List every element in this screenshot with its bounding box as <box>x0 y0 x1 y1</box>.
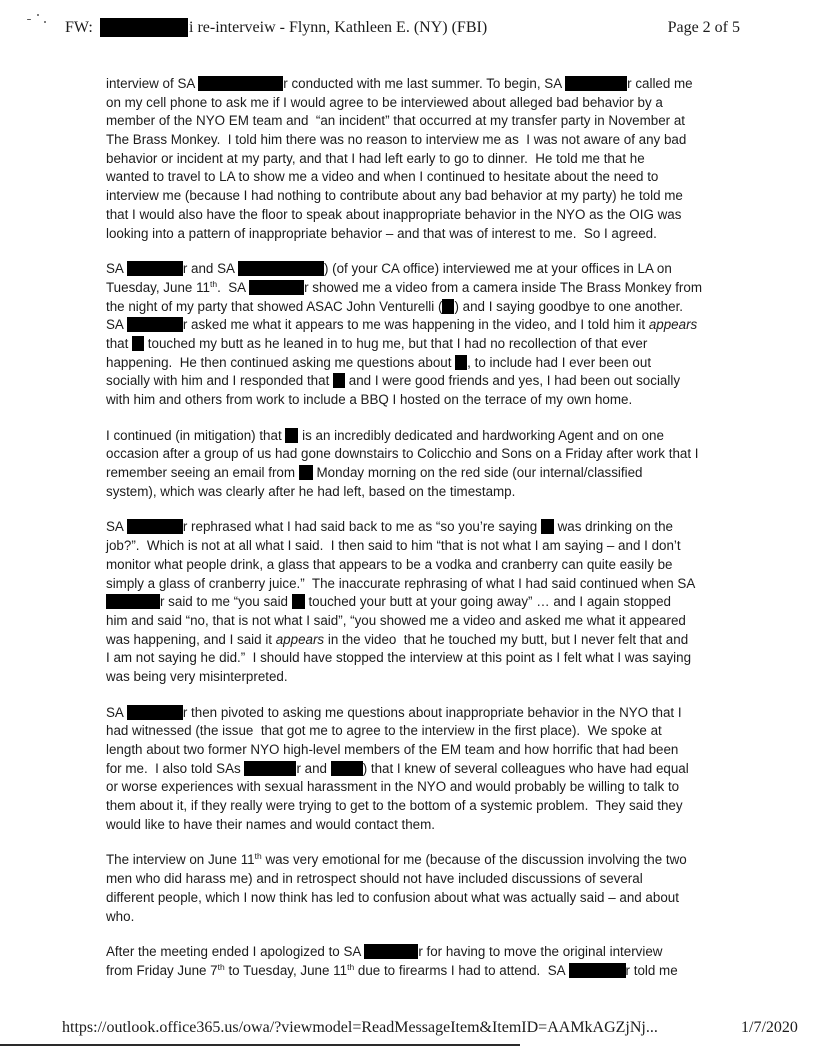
text-line <box>106 316 702 335</box>
text-run: monitor what people drink, a glass that appears to be a vodka and cranberry can quite easily be <box>106 556 673 572</box>
text-run: simply a glass of cranberry juice.” The inaccurate rephrasing of what I had said continued when SA <box>106 575 696 591</box>
text-run: him and said “no, that is not what I said”, “you showed me a video and asked me what it appeared <box>106 612 686 628</box>
text-run: socially with him and I responded that <box>106 373 334 389</box>
body-paragraph <box>106 260 702 410</box>
text-line <box>106 206 702 225</box>
text-line <box>106 75 702 94</box>
text-run: After the meeting ended I apologized to SA <box>106 944 365 960</box>
text-run: the night of my party that showed ASAC John Venturelli ( <box>106 298 443 314</box>
text-run: was happening, and I said it <box>106 631 276 647</box>
text-run: different people, which I now think has led to confusion about what was actually said – and about <box>106 889 679 905</box>
emphasized-text: appears <box>648 317 698 333</box>
email-subject-prefix: FW: <box>65 19 93 36</box>
body-paragraph <box>106 427 702 502</box>
redaction-block <box>127 261 183 276</box>
text-line <box>106 797 702 816</box>
redaction-block <box>127 317 183 332</box>
text-run: r called me <box>627 76 693 91</box>
text-run: interview of SA <box>106 76 199 91</box>
text-run: happening. He then continued asking me questions about <box>106 354 456 370</box>
text-run: ) that I knew of several colleagues who have had equal <box>362 760 689 776</box>
superscript-text: th <box>217 961 225 972</box>
text-line <box>106 537 702 556</box>
body-paragraph <box>106 704 702 835</box>
redaction-block <box>238 261 324 276</box>
text-line <box>106 631 702 650</box>
text-run: or worse experiences with sexual harassment in the NYO and would probably be willing to talk to <box>106 779 680 795</box>
text-line <box>106 722 702 741</box>
redaction-block <box>565 76 627 91</box>
text-run: would like to have their names and would contact them. <box>106 816 435 832</box>
text-line <box>106 354 702 373</box>
scan-artifact <box>27 19 31 20</box>
redaction-block <box>127 519 183 534</box>
text-line <box>106 649 702 668</box>
text-line <box>106 741 702 760</box>
text-run: SA <box>106 317 127 333</box>
text-run: I continued (in mitigation) that <box>106 427 286 443</box>
text-line <box>106 556 702 575</box>
text-run: behavior or incident at my party, and that I had left early to go to dinner. He told me that he <box>106 150 645 166</box>
text-run: . SA <box>217 279 250 295</box>
text-run: interview me (because I had nothing to contribute about any bad behavior at my party) he told me <box>106 188 683 204</box>
redaction-block <box>333 373 345 388</box>
redaction-block <box>285 428 298 443</box>
text-line <box>106 372 702 391</box>
text-run: with him and others from work to include a BBQ I hosted on the terrace of my own home. <box>106 392 633 407</box>
text-run: r asked me what it appears to me was happening in the video, and I told him it <box>182 317 649 333</box>
text-run: member of the NYO EM team and “an incident” that occurred at my transfer party in November at <box>106 113 686 129</box>
text-line <box>106 464 702 483</box>
scan-artifact <box>44 21 46 23</box>
text-run: was drinking on the <box>553 519 673 535</box>
text-run: r and SA <box>182 261 238 277</box>
text-line <box>106 260 702 279</box>
text-run: SA <box>106 704 127 720</box>
text-line <box>106 962 702 981</box>
text-line <box>106 131 702 150</box>
document-body <box>106 75 702 998</box>
text-line <box>106 150 702 169</box>
text-run: Tuesday, June 11 <box>106 279 210 295</box>
text-run: had witnessed (the issue that got me to agree to the interview in the first place). We spoke at <box>106 723 662 739</box>
text-line <box>106 668 702 687</box>
text-run: r conducted with me last summer. To begin, SA <box>283 76 566 91</box>
redaction-block <box>198 76 283 91</box>
text-line <box>106 168 702 187</box>
text-run: length about two former NYO high-level members of the EM team and how horrific that had been <box>106 742 679 757</box>
footer-date: 1/7/2020 <box>741 1019 798 1036</box>
body-paragraph <box>106 851 702 926</box>
text-run: was very emotional for me (because of the discussion involving the two <box>261 852 687 868</box>
text-line <box>106 870 702 889</box>
text-line <box>106 943 702 962</box>
text-line <box>106 593 702 612</box>
superscript-text: th <box>347 961 355 972</box>
text-run: The interview on June 11 <box>106 852 255 868</box>
redaction-block <box>100 18 188 37</box>
superscript-text: th <box>209 278 218 289</box>
redaction-block <box>249 280 304 295</box>
redaction-block <box>541 519 554 534</box>
redaction-block <box>299 465 313 480</box>
text-run: r showed me a video from a camera inside The Brass Monkey from <box>304 279 702 295</box>
text-run: r then pivoted to asking me questions about inappropriate behavior in the NYO that I <box>182 704 682 720</box>
page-number: Page 2 of 5 <box>667 19 740 36</box>
text-run: men who did harass me) and in retrospect should not have included discussions of several <box>106 871 643 887</box>
email-subject: i re-interveiw - Flynn, Kathleen E. (NY) (FBI) <box>189 19 488 36</box>
text-run: due to firearms I had to attend. SA <box>354 962 569 978</box>
text-line <box>106 704 702 723</box>
text-line <box>106 816 702 835</box>
text-run: ) (of your CA office) interviewed me at your offices in LA on <box>323 261 672 277</box>
text-line <box>106 225 702 244</box>
text-run: ) and I saying goodbye to one another. <box>454 298 684 314</box>
redaction-block <box>569 963 626 978</box>
text-line <box>106 778 702 797</box>
superscript-text: th <box>254 851 262 862</box>
text-run: on my cell phone to ask me if I would agree to be interviewed about alleged bad behavior by a <box>106 94 663 110</box>
text-run: touched your butt at your going away” … and I again stopped <box>304 594 671 610</box>
text-run: that <box>106 335 133 351</box>
text-run: r told me <box>625 962 678 978</box>
text-run: in the video that he touched my butt, but I never felt that and <box>324 631 689 647</box>
redaction-block <box>132 336 144 351</box>
text-run: SA <box>106 261 127 277</box>
text-run: SA <box>106 519 127 535</box>
text-run: system), which was clearly after he had left, based on the timestamp. <box>106 483 516 499</box>
body-paragraph <box>106 518 702 686</box>
redaction-block <box>127 705 183 720</box>
scan-artifact <box>37 14 39 16</box>
text-run: I am not saying he did.” I should have stopped the interview at this point as I felt what I was saying <box>106 650 692 666</box>
text-line <box>106 112 702 131</box>
text-line <box>106 760 702 779</box>
text-run: r rephrased what I had said back to me as “so you’re saying <box>182 519 541 535</box>
redaction-block <box>331 761 363 776</box>
text-run: looking into a pattern of inappropriate behavior – and that was of interest to me. So I agreed. <box>106 225 657 241</box>
text-run: wanted to travel to LA to show me a video and when I continued to hesitate about the need to <box>106 169 659 185</box>
redaction-block <box>106 594 160 609</box>
text-line <box>106 575 702 594</box>
text-run: was being very misinterpreted. <box>106 668 288 684</box>
text-line <box>106 279 702 298</box>
redaction-block <box>442 299 454 314</box>
text-line <box>106 483 702 502</box>
text-run: to Tuesday, June 11 <box>224 962 348 978</box>
text-line <box>106 298 702 317</box>
redaction-block <box>244 761 296 776</box>
text-run: The Brass Monkey. I told him there was no reason to interview me as I was not aware of any bad <box>106 132 687 148</box>
text-line <box>106 851 702 870</box>
redaction-block <box>455 355 467 370</box>
text-run: and I were good friends and yes, I had been out socially <box>345 373 681 389</box>
text-line <box>106 889 702 908</box>
redaction-block <box>364 944 418 959</box>
text-line <box>106 518 702 537</box>
body-paragraph <box>106 943 702 980</box>
text-run: them about it, if they really were trying to get to the bottom of a systemic problem. They said they <box>106 798 683 814</box>
text-line <box>106 427 702 446</box>
text-line <box>106 94 702 113</box>
text-line <box>106 445 702 464</box>
text-line <box>106 335 702 354</box>
text-run: , to include had I ever been out <box>467 354 652 370</box>
text-line <box>106 612 702 631</box>
redaction-block <box>292 594 305 609</box>
text-run: that I would also have the floor to speak about inappropriate behavior in the NYO as the OIG was <box>106 206 682 222</box>
body-paragraph <box>106 75 702 243</box>
text-line <box>106 908 702 927</box>
emphasized-text: appears <box>275 631 325 647</box>
text-run: touched my butt as he leaned in to hug me, but that I had no recollection of that ever <box>144 335 648 351</box>
text-run: occasion after a group of us had gone downstairs to Colicchio and Sons on a Friday after work that I <box>106 446 699 462</box>
text-run: for me. I also told SAs <box>106 760 245 776</box>
text-run: job?”. Which is not at all what I said. I then said to him “that is not what I am saying – and I don’t <box>106 538 681 554</box>
text-run: remember seeing an email from <box>106 465 299 481</box>
footer-url: https://outlook.office365.us/owa/?viewmodel=ReadMessageItem&ItemID=AAMkAGZjNj... <box>62 1019 658 1036</box>
text-run: Monday morning on the red side (our internal/classified <box>312 465 643 481</box>
text-line <box>106 391 702 410</box>
text-run: from Friday June 7 <box>106 962 218 978</box>
text-run: r for having to move the original interview <box>418 944 663 960</box>
text-run: r said to me “you said <box>160 594 292 610</box>
footer-rule <box>0 1044 520 1046</box>
text-line <box>106 187 702 206</box>
text-run: who. <box>106 908 135 924</box>
text-run: is an incredibly dedicated and hardworking Agent and on one <box>298 427 664 443</box>
text-run: r and <box>296 760 331 776</box>
